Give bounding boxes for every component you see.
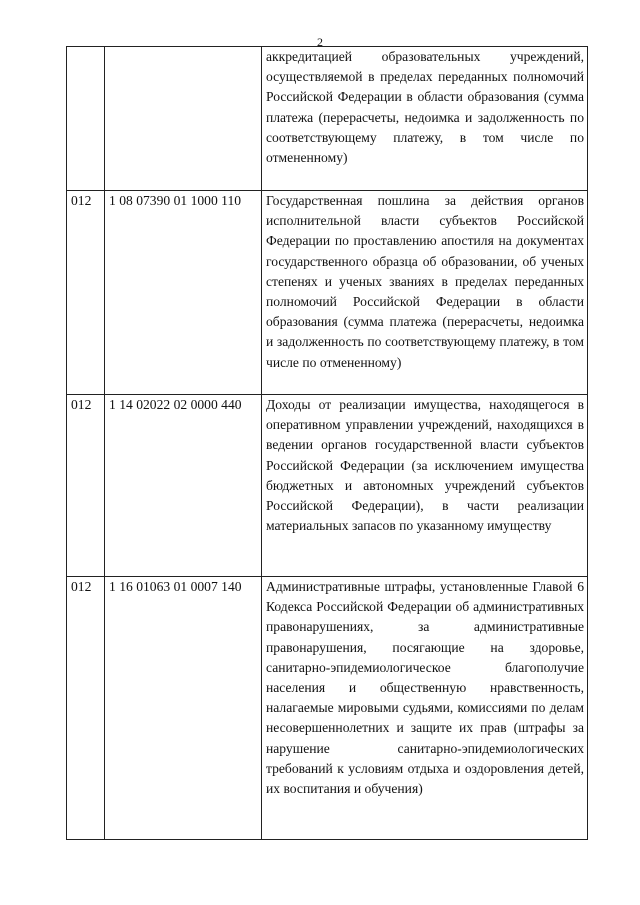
description-cell: аккредитацией образовательных учреждений, осуществляемой в пределах переданных полномочий Российской Федерации в области образования (сумма платежа (перерасчеты, недоимка и задолженность по соответствующему платежу, в том числе по отмененному) xyxy=(262,47,588,191)
description-cell: Доходы от реализации имущества, находящегося в оперативном управлении учреждений, находящихся в ведении органов государственной власти субъектов Российской Федерации (за исключением имущества бюджетных и автономных учреждений субъектов Российской Федерации), в части реализации материальных запасов по указанному имуществу xyxy=(262,395,588,577)
admin-code-cell xyxy=(67,47,105,191)
table-row xyxy=(67,577,588,840)
budget-code-cell: 1 16 01063 01 0007 140 xyxy=(105,577,262,840)
admin-code-cell: 012 xyxy=(67,395,105,577)
description-cell: Государственная пошлина за действия органов исполнительной власти субъектов Российской Федерации по проставлению апостиля на документах государственного образца об образовании, об ученых степенях и ученых званиях в пределах переданных полномочий Российской Федерации в области образования (сумма платежа (перерасчеты, недоимка и задолженность по соответствующему платежу, в том числе по отмененному) xyxy=(262,191,588,395)
table-row xyxy=(67,47,588,191)
page-number: 2 xyxy=(317,35,323,49)
budget-code-cell: 1 08 07390 01 1000 110 xyxy=(105,191,262,395)
budget-codes-table xyxy=(66,46,588,840)
admin-code-cell: 012 xyxy=(67,191,105,395)
description-cell: Административные штрафы, установленные Главой 6 Кодекса Российской Федерации об административных правонарушениях, за административные правонарушения, посягающие на здоровье, санитарно-эпидемиологическое благополучие населения и общественную нравственность, налагаемые мировыми судьями, комиссиями по делам несовершеннолетних и защите их прав (штрафы за нарушение санитарно-эпидемиологических требований к условиям отдыха и оздоровления детей, их воспитания и обучения) xyxy=(262,577,588,840)
table-row xyxy=(67,191,588,395)
budget-code-cell xyxy=(105,47,262,191)
budget-code-cell: 1 14 02022 02 0000 440 xyxy=(105,395,262,577)
table-row xyxy=(67,395,588,577)
admin-code-cell: 012 xyxy=(67,577,105,840)
